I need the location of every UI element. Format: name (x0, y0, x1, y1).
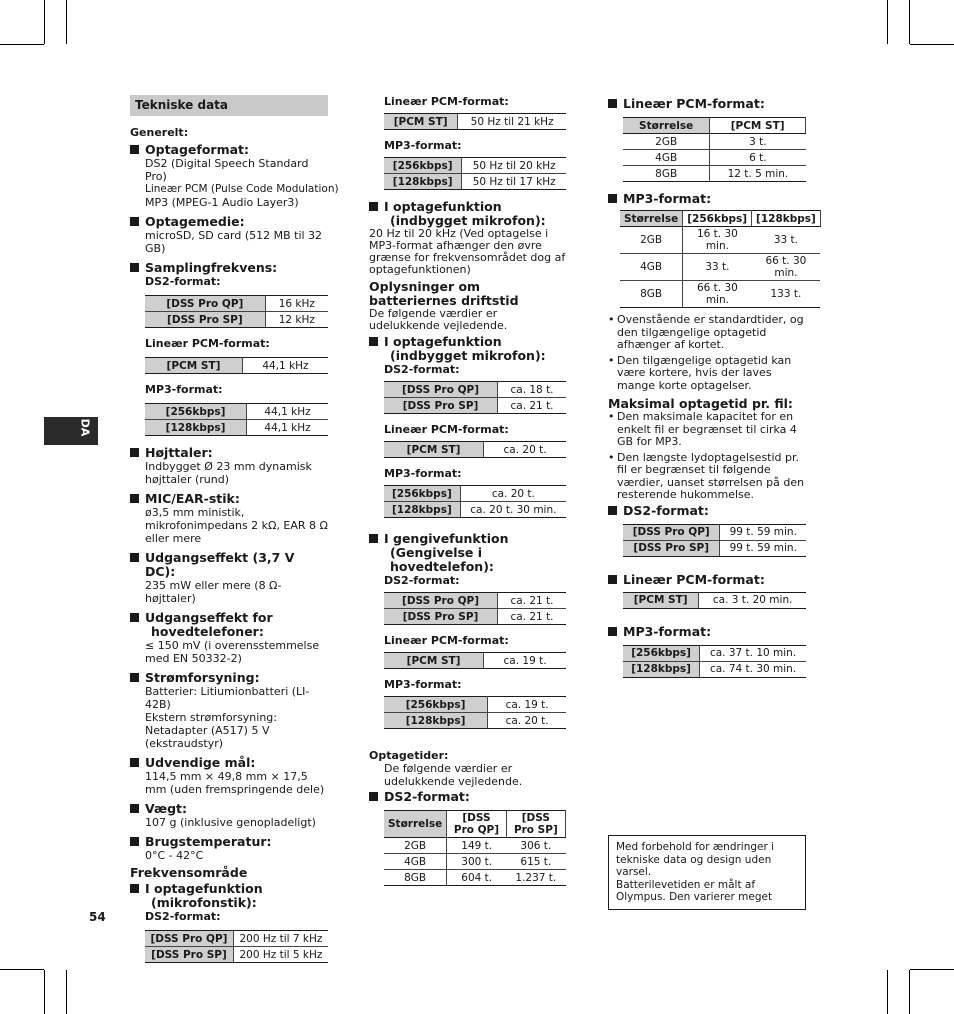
text-mic-ear: ø3,5 mm ministik, mikrofonimpedans 2 kΩ, EAR 8 Ω eller mere (145, 506, 328, 545)
table-cell: [DSS Pro QP] (145, 296, 265, 312)
table-cell: [128kbps] (384, 713, 488, 729)
table-cell: ca. 20 t. (488, 713, 566, 729)
crop-mark (909, 0, 910, 44)
table-cell: ca. 21 t. (498, 398, 566, 414)
table-cell: ca. 19 t. (488, 697, 566, 713)
table-row (623, 524, 806, 540)
text-speaker: Indbygget Ø 23 mm dynamisk højttaler (rund) (145, 460, 312, 486)
table-cell: [PCM ST] (623, 592, 699, 608)
heading-output: Udgangseffekt (3,7 V DC): (130, 551, 328, 579)
table-cell: 300 t. (447, 854, 506, 870)
heading-max-mp3: MP3-format: (608, 625, 806, 639)
table-cell: 12 kHz (265, 312, 328, 328)
heading-rt-pcm: Lineær PCM-format: (608, 97, 806, 111)
disclaimer-box (608, 835, 806, 910)
crop-mark (910, 44, 954, 45)
table-header-row (623, 118, 806, 134)
table-cell: [256kbps] (384, 486, 460, 502)
table-cell: [128kbps] (384, 174, 462, 190)
table-cell: 2GB (623, 134, 710, 150)
note-item: • Den længste lydoptagelsestid pr. fil er begrænset til følgende værdier, uanset størrelsen på den resterende hukommelse. (608, 452, 806, 502)
text-builtin-mic: 20 Hz til 20 kHz (Ved optagelse i MP3-format afhænger den øvre grænse for frekvensområdet dog af optagefunktionen) (369, 227, 566, 276)
heading-max-time: Maksimal optagetid pr. fil: (608, 396, 793, 411)
heading-line-1: I optagefunktion (384, 199, 502, 214)
table-row (384, 838, 566, 854)
table-row (384, 114, 566, 130)
crop-mark (66, 0, 67, 44)
table-row (145, 312, 328, 328)
text-media: microSD, SD card (512 MB til 32 GB) (145, 229, 323, 255)
table-cell: 8GB (620, 281, 683, 308)
table-row (384, 382, 566, 398)
column-3 (608, 95, 816, 678)
table-row (384, 609, 566, 625)
crop-mark (887, 0, 888, 44)
table-cell: 4GB (623, 150, 710, 166)
table-row (623, 645, 806, 661)
table-header-cell: [256kbps] (683, 211, 752, 227)
general-heading: Generelt: (130, 126, 189, 139)
table-row (384, 174, 566, 190)
table-row (384, 713, 566, 729)
heading-max-pcm: Lineær PCM-format: (608, 573, 806, 587)
table-cell: [PCM ST] (384, 442, 484, 458)
table-cell: 50 Hz til 21 kHz (458, 114, 566, 130)
table-cell: 149 t. (447, 838, 506, 854)
table-cell: 44,1 kHz (247, 420, 328, 436)
heading-frequency-range: Frekvensområde (130, 865, 248, 880)
note-item: • Den tilgængelige optagetid kan være kortere, hvis der laves mange korte optagelser. (608, 355, 806, 393)
text-headphone-output: ≤ 150 mV (i overensstemmelse med EN 50332-2) (145, 639, 320, 665)
table-cell: 200 Hz til 5 kHz (233, 947, 328, 963)
label-mp3: MP3-format: (384, 467, 462, 480)
table-cell: 3 t. (710, 134, 806, 150)
table-cell: [128kbps] (384, 502, 460, 518)
table-header-cell: [128kbps] (752, 211, 821, 227)
table-row (623, 540, 806, 556)
heading-weight: Vægt: (130, 802, 328, 816)
heading-line-2: (indbygget mikrofon): (390, 348, 546, 363)
table-header-cell: Størrelse (384, 811, 447, 838)
table-header-row (384, 811, 566, 838)
label-mp3: MP3-format: (145, 383, 223, 396)
table-cell: 133 t. (752, 281, 821, 308)
table-battery-rec-pcm (384, 441, 566, 458)
table-header-cell: [PCM ST] (710, 118, 806, 134)
label-ds2: DS2-format: (145, 275, 221, 288)
table-row (623, 150, 806, 166)
table-row (623, 134, 806, 150)
table-cell: [DSS Pro SP] (384, 398, 498, 414)
text-recording-times: De følgende værdier er udelukkende vejledende. (384, 762, 523, 788)
table-sampling-mp3 (145, 403, 328, 436)
table-cell: 16 kHz (265, 296, 328, 312)
table-row (145, 931, 328, 947)
table-rec-time-pcm (623, 117, 806, 182)
table-cell: 33 t. (683, 254, 752, 281)
table-cell: ca. 19 t. (484, 653, 566, 669)
heading-battery-info: Oplysninger om batteriernes driftstid (369, 279, 519, 308)
table-row (620, 281, 820, 308)
table-max-ds2 (623, 524, 806, 557)
table-cell: 50 Hz til 17 kHz (462, 174, 566, 190)
table-cell: ca. 20 t. 30 min. (460, 502, 566, 518)
table-row (384, 854, 566, 870)
table-cell: [DSS Pro SP] (384, 609, 498, 625)
table-cell: 44,1 kHz (242, 358, 328, 374)
table-header-cell: Størrelse (620, 211, 683, 227)
heading-power: Strømforsyning: (130, 671, 328, 685)
heading-speaker: Højttaler: (130, 446, 328, 460)
table-row (384, 697, 566, 713)
label-ds2: DS2-format: (145, 910, 221, 923)
table-row (620, 227, 820, 254)
table-cell: 200 Hz til 7 kHz (233, 931, 328, 947)
table-cell: 2GB (620, 227, 683, 254)
table-row (145, 404, 328, 420)
table-row (623, 661, 806, 677)
heading-mic-jack-recording (130, 882, 328, 910)
table-row (384, 653, 566, 669)
table-freq-ds2 (145, 930, 328, 963)
heading-max-ds2: DS2-format: (608, 504, 806, 518)
crop-mark (909, 970, 910, 1014)
table-row (145, 358, 328, 374)
table-row (384, 158, 566, 174)
column-1 (130, 95, 339, 963)
table-cell: ca. 20 t. (484, 442, 566, 458)
heading-line-2: (indbygget mikrofon): (390, 213, 546, 228)
table-row (384, 593, 566, 609)
table-freq-pcm (384, 113, 566, 130)
table-cell: [PCM ST] (384, 114, 458, 130)
table-cell: 8GB (384, 870, 447, 886)
table-cell: 1.237 t. (506, 870, 565, 886)
table-cell: [DSS Pro SP] (145, 312, 265, 328)
table-cell: [PCM ST] (384, 653, 484, 669)
table-cell: ca. 20 t. (460, 486, 566, 502)
table-cell: [DSS Pro QP] (623, 524, 720, 540)
heading-builtin-mic (369, 200, 569, 228)
table-cell: 33 t. (752, 227, 821, 254)
label-recording-times: Optagetider: (369, 749, 449, 762)
table-cell: 306 t. (506, 838, 565, 854)
table-cell: [128kbps] (623, 661, 700, 677)
crop-mark (0, 969, 44, 970)
table-battery-play-ds2 (384, 592, 566, 625)
table-cell: 12 t. 5 min. (710, 166, 806, 182)
table-row (623, 166, 806, 182)
crop-mark (0, 44, 44, 45)
table-cell: [256kbps] (145, 404, 247, 420)
text-dimensions: 114,5 mm × 49,8 mm × 17,5 mm (uden fremspringende dele) (145, 770, 325, 796)
table-cell: 8GB (623, 166, 710, 182)
heading-line-2: (mikrofonstik): (151, 895, 257, 910)
text-format-2: Lineær PCM (Pulse Code Modulation) (145, 183, 339, 195)
table-row (620, 254, 820, 281)
heading-mic-ear: MIC/EAR-stik: (130, 492, 328, 506)
page-number: 54 (89, 910, 106, 924)
table-cell: [128kbps] (145, 420, 247, 436)
table-max-pcm (623, 592, 806, 609)
table-cell: 16 t. 30 min. (683, 227, 752, 254)
notes-list (608, 314, 806, 392)
section-title: Tekniske data (130, 95, 328, 116)
language-tab-label: DA (78, 418, 92, 437)
text-power-battery: Batterier: Litiumionbatteri (LI-42B) (145, 685, 310, 711)
label-pcm: Lineær PCM-format: (384, 95, 509, 108)
label-mp3: MP3-format: (384, 678, 462, 691)
label-pcm: Lineær PCM-format: (145, 337, 270, 350)
heading-sampling: Samplingfrekvens: (130, 261, 328, 275)
table-cell: 66 t. 30 min. (752, 254, 821, 281)
table-rec-time-mp3 (620, 210, 821, 308)
disclaimer-line: Batterilevetiden er målt af Olympus. Den varierer meget (616, 878, 773, 903)
table-cell: 2GB (384, 838, 447, 854)
heading-rt-ds2: DS2-format: (369, 790, 569, 804)
table-cell: ca. 74 t. 30 min. (700, 661, 806, 677)
table-cell: 50 Hz til 20 kHz (462, 158, 566, 174)
crop-mark (66, 970, 67, 1014)
heading-line-2: hovedtelefoner: (151, 624, 264, 639)
table-row (384, 502, 566, 518)
text-format-1: DS2 (Digital Speech Standard Pro) (145, 157, 309, 183)
table-cell: [256kbps] (384, 158, 462, 174)
label-ds2: DS2-format: (384, 574, 460, 587)
note-item: • Den maksimale kapacitet for en enkelt fil er begrænset til cirka 4 GB for MP3. (608, 411, 806, 449)
table-cell: ca. 21 t. (498, 609, 566, 625)
table-row (384, 486, 566, 502)
table-cell: [DSS Pro QP] (145, 931, 233, 947)
table-cell: 44,1 kHz (247, 404, 328, 420)
heading-line-1: I optagefunktion (145, 881, 263, 896)
table-battery-rec-ds2 (384, 381, 566, 414)
table-cell: 4GB (384, 854, 447, 870)
table-cell: 99 t. 59 min. (720, 540, 806, 556)
table-battery-rec-mp3 (384, 485, 566, 518)
heading-line-2: (Gengivelse i hovedtelefon): (390, 545, 494, 574)
text-temperature: 0°C - 42°C (145, 849, 204, 862)
label-ds2: DS2-format: (384, 363, 460, 376)
table-header-cell: [DSS Pro QP] (447, 811, 506, 838)
disclaimer-line: Med forbehold for ændringer i tekniske data og design uden varsel. (616, 841, 775, 878)
table-battery-play-pcm (384, 652, 566, 669)
heading-recording-media: Optagemedie: (130, 215, 328, 229)
table-cell: [DSS Pro QP] (384, 382, 498, 398)
heading-line-1: I gengivefunktion (384, 531, 509, 546)
table-cell: 604 t. (447, 870, 506, 886)
heading-dimensions: Udvendige mål: (130, 756, 328, 770)
table-cell: ca. 37 t. 10 min. (700, 645, 806, 661)
table-header-cell: [DSS Pro SP] (506, 811, 565, 838)
table-cell: ca. 21 t. (498, 593, 566, 609)
table-cell: 4GB (620, 254, 683, 281)
heading-headphone-output (130, 611, 328, 639)
table-cell: [DSS Pro QP] (384, 593, 498, 609)
table-cell: [256kbps] (384, 697, 488, 713)
label-pcm: Lineær PCM-format: (384, 423, 509, 436)
heading-line-1: I optagefunktion (384, 334, 502, 349)
heading-rt-mp3: MP3-format: (608, 192, 806, 206)
table-cell: ca. 18 t. (498, 382, 566, 398)
text-weight: 107 g (inklusive genopladeligt) (145, 816, 316, 829)
table-row (145, 420, 328, 436)
table-cell: ca. 3 t. 20 min. (699, 592, 806, 608)
table-row (384, 870, 566, 886)
column-2 (369, 95, 569, 886)
language-tab (44, 417, 98, 445)
note-item: • Ovenstående er standardtider, og den tilgængelige optagetid afhænger af kortet. (608, 314, 806, 352)
table-header-row (620, 211, 820, 227)
table-cell: 615 t. (506, 854, 565, 870)
text-output: 235 mW eller mere (8 Ω-højttaler) (145, 579, 282, 605)
label-mp3: MP3-format: (384, 139, 462, 152)
table-freq-mp3 (384, 157, 566, 190)
crop-mark (910, 969, 954, 970)
crop-mark (44, 970, 45, 1014)
table-row (384, 442, 566, 458)
table-row (384, 398, 566, 414)
heading-recording-format: Optageformat: (130, 143, 328, 157)
table-cell: [DSS Pro SP] (145, 947, 233, 963)
table-cell: [256kbps] (623, 645, 700, 661)
crop-mark (44, 0, 45, 44)
table-sampling-ds2 (145, 295, 328, 328)
table-row (145, 296, 328, 312)
table-cell: 66 t. 30 min. (683, 281, 752, 308)
table-rec-time-ds2 (384, 810, 566, 886)
table-row (145, 947, 328, 963)
text-battery-info: De følgende værdier er udelukkende vejledende. (369, 307, 508, 332)
max-notes-list (608, 411, 806, 502)
table-cell: [PCM ST] (145, 358, 242, 374)
table-row (623, 592, 806, 608)
table-battery-play-mp3 (384, 696, 566, 729)
heading-battery-recording (369, 335, 569, 363)
table-header-cell: Størrelse (623, 118, 710, 134)
label-pcm: Lineær PCM-format: (384, 634, 509, 647)
text-format-3: MP3 (MPEG-1 Audio Layer3) (145, 196, 299, 209)
table-max-mp3 (623, 645, 806, 678)
table-cell: [DSS Pro SP] (623, 540, 720, 556)
heading-line-1: Udgangseffekt for (145, 610, 273, 625)
crop-mark (887, 970, 888, 1014)
table-sampling-pcm (145, 357, 328, 374)
heading-battery-playback (369, 532, 569, 574)
heading-temperature: Brugstemperatur: (130, 835, 328, 849)
text-power-external: Ekstern strømforsyning: Netadapter (A517) 5 V (ekstraudstyr) (145, 711, 277, 750)
table-cell: 6 t. (710, 150, 806, 166)
table-cell: 99 t. 59 min. (720, 524, 806, 540)
